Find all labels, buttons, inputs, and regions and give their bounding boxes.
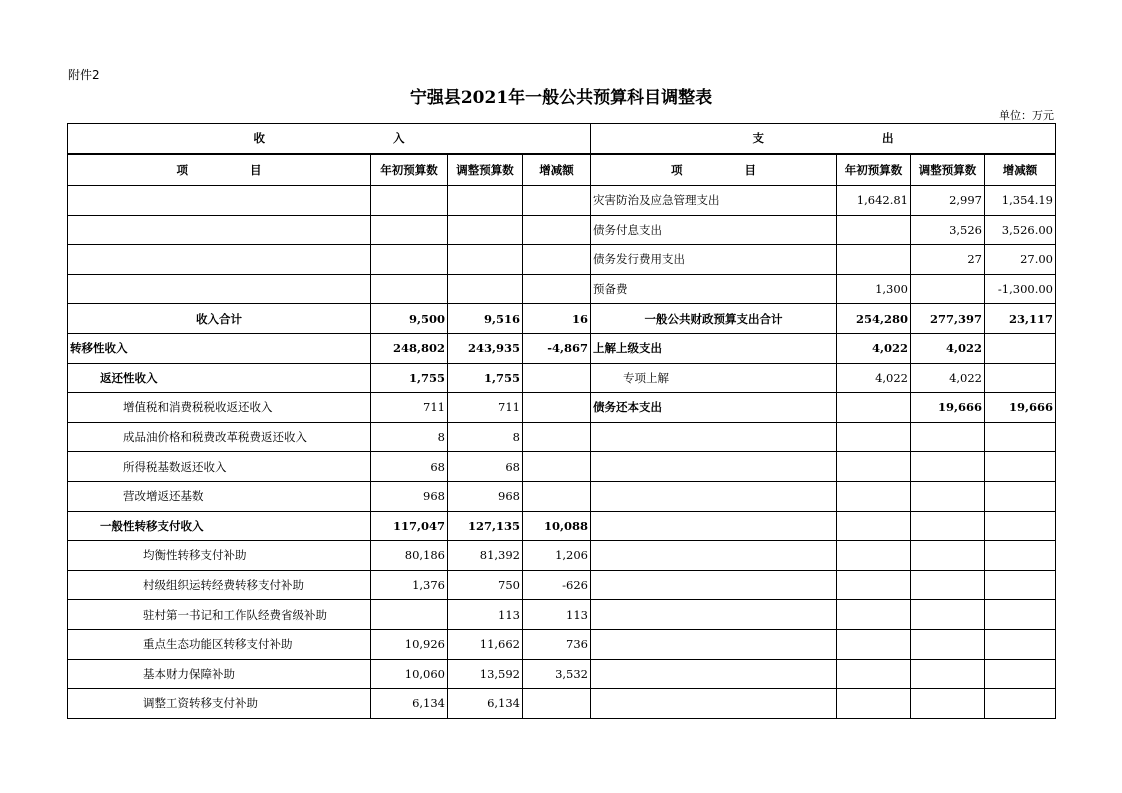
expense-adjusted-value [911, 629, 985, 659]
income-initial-value [371, 274, 448, 304]
expense-item-name [591, 511, 837, 541]
expense-change-value [985, 541, 1056, 571]
expense-item-name: 专项上解 [591, 363, 837, 393]
expense-change-value [985, 452, 1056, 482]
expense-header-char-2: 出 [882, 131, 894, 146]
income-adjusted-value: 13,592 [448, 659, 523, 689]
expense-adjusted-value [911, 541, 985, 571]
income-initial-value: 248,802 [371, 333, 448, 363]
expense-adjusted-value [911, 570, 985, 600]
expense-item-name [591, 452, 837, 482]
item-header-char-1: 项 [176, 162, 188, 177]
expense-adjusted-value [911, 659, 985, 689]
expense-item-name [591, 629, 837, 659]
table-row [68, 570, 1056, 600]
expense-item-name [591, 570, 837, 600]
attachment-label: 附件2 [68, 68, 100, 82]
income-initial-value: 10,926 [371, 629, 448, 659]
income-change-value [523, 689, 591, 719]
expense-item-name: 债务还本支出 [591, 393, 837, 423]
income-change-value [523, 422, 591, 452]
income-change-value [523, 215, 591, 245]
table-row [68, 393, 1056, 423]
income-adjusted-value: 113 [448, 600, 523, 630]
income-initial-value: 117,047 [371, 511, 448, 541]
expense-adjusted-value [911, 511, 985, 541]
expense-initial-value [837, 452, 911, 482]
income-change-value [523, 393, 591, 423]
income-initial-value: 1,755 [371, 363, 448, 393]
expense-section-header [591, 124, 1056, 154]
income-adjusted-value: 81,392 [448, 541, 523, 571]
income-initial-value: 1,376 [371, 570, 448, 600]
income-adjusted-value [448, 245, 523, 275]
expense-initial-header: 年初预算数 [837, 154, 911, 186]
table-row [68, 186, 1056, 216]
table-row [68, 481, 1056, 511]
expense-change-value: -1,300.00 [985, 274, 1056, 304]
income-initial-value [371, 245, 448, 275]
table-row [68, 600, 1056, 630]
table-row [68, 511, 1056, 541]
expense-initial-value [837, 629, 911, 659]
income-adjusted-value: 750 [448, 570, 523, 600]
income-adjusted-value: 711 [448, 393, 523, 423]
income-adjusted-value: 9,516 [448, 304, 523, 334]
expense-item-name: 上解上级支出 [591, 333, 837, 363]
expense-adjusted-value [911, 452, 985, 482]
expense-initial-value [837, 215, 911, 245]
expense-change-value [985, 659, 1056, 689]
expense-initial-value [837, 245, 911, 275]
expense-change-value [985, 600, 1056, 630]
expense-change-value [985, 363, 1056, 393]
income-adjusted-value [448, 274, 523, 304]
income-adjusted-value: 1,755 [448, 363, 523, 393]
income-item-name: 转移性收入 [68, 333, 371, 363]
income-item-name: 一般性转移支付收入 [68, 511, 371, 541]
expense-adjusted-value: 27 [911, 245, 985, 275]
income-item-name: 调整工资转移支付补助 [68, 689, 371, 719]
income-initial-value: 968 [371, 481, 448, 511]
income-adjusted-value [448, 186, 523, 216]
income-change-value [523, 481, 591, 511]
expense-adjusted-value: 19,666 [911, 393, 985, 423]
page-title: 宁强县2021年一般公共预算科目调整表 [409, 88, 713, 108]
income-section-header [68, 124, 591, 154]
income-initial-value: 10,060 [371, 659, 448, 689]
expense-adjusted-value [911, 274, 985, 304]
expense-item-name [591, 541, 837, 571]
income-initial-value: 6,134 [371, 689, 448, 719]
income-adjusted-value: 6,134 [448, 689, 523, 719]
table-row [68, 274, 1056, 304]
expense-change-value [985, 481, 1056, 511]
income-adjusted-header: 调整预算数 [448, 154, 523, 186]
expense-adjusted-value: 2,997 [911, 186, 985, 216]
expense-initial-value [837, 541, 911, 571]
income-initial-header: 年初预算数 [371, 154, 448, 186]
item-header-char-2: 目 [250, 162, 262, 177]
income-item-name [68, 245, 371, 275]
expense-change-value: 3,526.00 [985, 215, 1056, 245]
budget-adjustment-table [67, 123, 1056, 719]
expense-adjusted-value: 4,022 [911, 333, 985, 363]
income-adjusted-value: 968 [448, 481, 523, 511]
income-change-value: -626 [523, 570, 591, 600]
expense-change-value [985, 333, 1056, 363]
expense-item-name [591, 600, 837, 630]
income-adjusted-value: 243,935 [448, 333, 523, 363]
expense-initial-value: 254,280 [837, 304, 911, 334]
table-row [68, 363, 1056, 393]
expense-adjusted-value [911, 689, 985, 719]
income-item-name: 均衡性转移支付补助 [68, 541, 371, 571]
income-item-name: 村级组织运转经费转移支付补助 [68, 570, 371, 600]
income-change-value [523, 452, 591, 482]
income-item-name: 营改增返还基数 [68, 481, 371, 511]
income-initial-value: 711 [371, 393, 448, 423]
item-header-char-1: 项 [671, 162, 683, 177]
table-row [68, 422, 1056, 452]
expense-change-value: 19,666 [985, 393, 1056, 423]
income-adjusted-value: 8 [448, 422, 523, 452]
income-item-name: 返还性收入 [68, 363, 371, 393]
income-change-value: 736 [523, 629, 591, 659]
income-adjusted-value: 127,135 [448, 511, 523, 541]
expense-adjusted-value [911, 600, 985, 630]
table-row [68, 629, 1056, 659]
income-item-header [68, 154, 371, 186]
income-initial-value: 68 [371, 452, 448, 482]
income-change-value: 1,206 [523, 541, 591, 571]
expense-header-char-1: 支 [752, 131, 764, 146]
expense-initial-value [837, 600, 911, 630]
expense-change-value [985, 689, 1056, 719]
table-row [68, 689, 1056, 719]
table-row [68, 452, 1056, 482]
expense-change-value [985, 570, 1056, 600]
expense-item-name [591, 481, 837, 511]
income-change-value: 10,088 [523, 511, 591, 541]
table-row [68, 245, 1056, 275]
income-change-value: 113 [523, 600, 591, 630]
income-item-name [68, 215, 371, 245]
expense-adjusted-header: 调整预算数 [911, 154, 985, 186]
expense-initial-value: 4,022 [837, 363, 911, 393]
expense-item-name [591, 422, 837, 452]
income-change-value [523, 245, 591, 275]
expense-initial-value [837, 659, 911, 689]
expense-initial-value [837, 570, 911, 600]
expense-item-name: 债务发行费用支出 [591, 245, 837, 275]
expense-change-value: 1,354.19 [985, 186, 1056, 216]
expense-initial-value: 1,300 [837, 274, 911, 304]
expense-initial-value [837, 422, 911, 452]
income-initial-value [371, 215, 448, 245]
expense-item-name: 债务付息支出 [591, 215, 837, 245]
table-row [68, 541, 1056, 571]
header-row-columns [68, 154, 1056, 186]
income-change-value [523, 186, 591, 216]
table-row [68, 304, 1056, 334]
expense-initial-value: 4,022 [837, 333, 911, 363]
income-item-name: 成品油价格和税费改革税费返还收入 [68, 422, 371, 452]
income-initial-value: 8 [371, 422, 448, 452]
item-header-char-2: 目 [744, 162, 756, 177]
expense-adjusted-value: 3,526 [911, 215, 985, 245]
income-change-header: 增减额 [523, 154, 591, 186]
income-item-name: 重点生态功能区转移支付补助 [68, 629, 371, 659]
expense-item-name: 灾害防治及应急管理支出 [591, 186, 837, 216]
expense-change-value [985, 511, 1056, 541]
expense-change-value: 23,117 [985, 304, 1056, 334]
unit-label: 单位：万元 [999, 109, 1054, 122]
income-change-value: 16 [523, 304, 591, 334]
expense-adjusted-value: 277,397 [911, 304, 985, 334]
expense-initial-value [837, 393, 911, 423]
expense-change-value [985, 629, 1056, 659]
expense-item-header [591, 154, 837, 186]
income-adjusted-value: 68 [448, 452, 523, 482]
income-item-name: 收入合计 [68, 304, 371, 334]
header-row-sections [68, 124, 1056, 154]
income-change-value: -4,867 [523, 333, 591, 363]
expense-item-name [591, 689, 837, 719]
expense-item-name: 预备费 [591, 274, 837, 304]
income-initial-value: 80,186 [371, 541, 448, 571]
expense-initial-value: 1,642.81 [837, 186, 911, 216]
income-initial-value: 9,500 [371, 304, 448, 334]
income-change-value [523, 363, 591, 393]
income-item-name [68, 274, 371, 304]
income-item-name [68, 186, 371, 216]
expense-initial-value [837, 689, 911, 719]
income-adjusted-value [448, 215, 523, 245]
table-row [68, 215, 1056, 245]
expense-adjusted-value: 4,022 [911, 363, 985, 393]
expense-initial-value [837, 511, 911, 541]
income-item-name: 基本财力保障补助 [68, 659, 371, 689]
expense-adjusted-value [911, 481, 985, 511]
income-change-value: 3,532 [523, 659, 591, 689]
income-item-name: 增值税和消费税税收返还收入 [68, 393, 371, 423]
income-header-char-1: 收 [253, 131, 265, 146]
expense-item-name: 一般公共财政预算支出合计 [591, 304, 837, 334]
income-header-char-2: 入 [393, 131, 405, 146]
expense-item-name [591, 659, 837, 689]
income-change-value [523, 274, 591, 304]
expense-adjusted-value [911, 422, 985, 452]
expense-change-value: 27.00 [985, 245, 1056, 275]
income-initial-value [371, 600, 448, 630]
expense-change-value [985, 422, 1056, 452]
income-initial-value [371, 186, 448, 216]
table-row [68, 659, 1056, 689]
expense-initial-value [837, 481, 911, 511]
expense-change-header: 增减额 [985, 154, 1056, 186]
income-item-name: 驻村第一书记和工作队经费省级补助 [68, 600, 371, 630]
table-row [68, 333, 1056, 363]
income-item-name: 所得税基数返还收入 [68, 452, 371, 482]
income-adjusted-value: 11,662 [448, 629, 523, 659]
